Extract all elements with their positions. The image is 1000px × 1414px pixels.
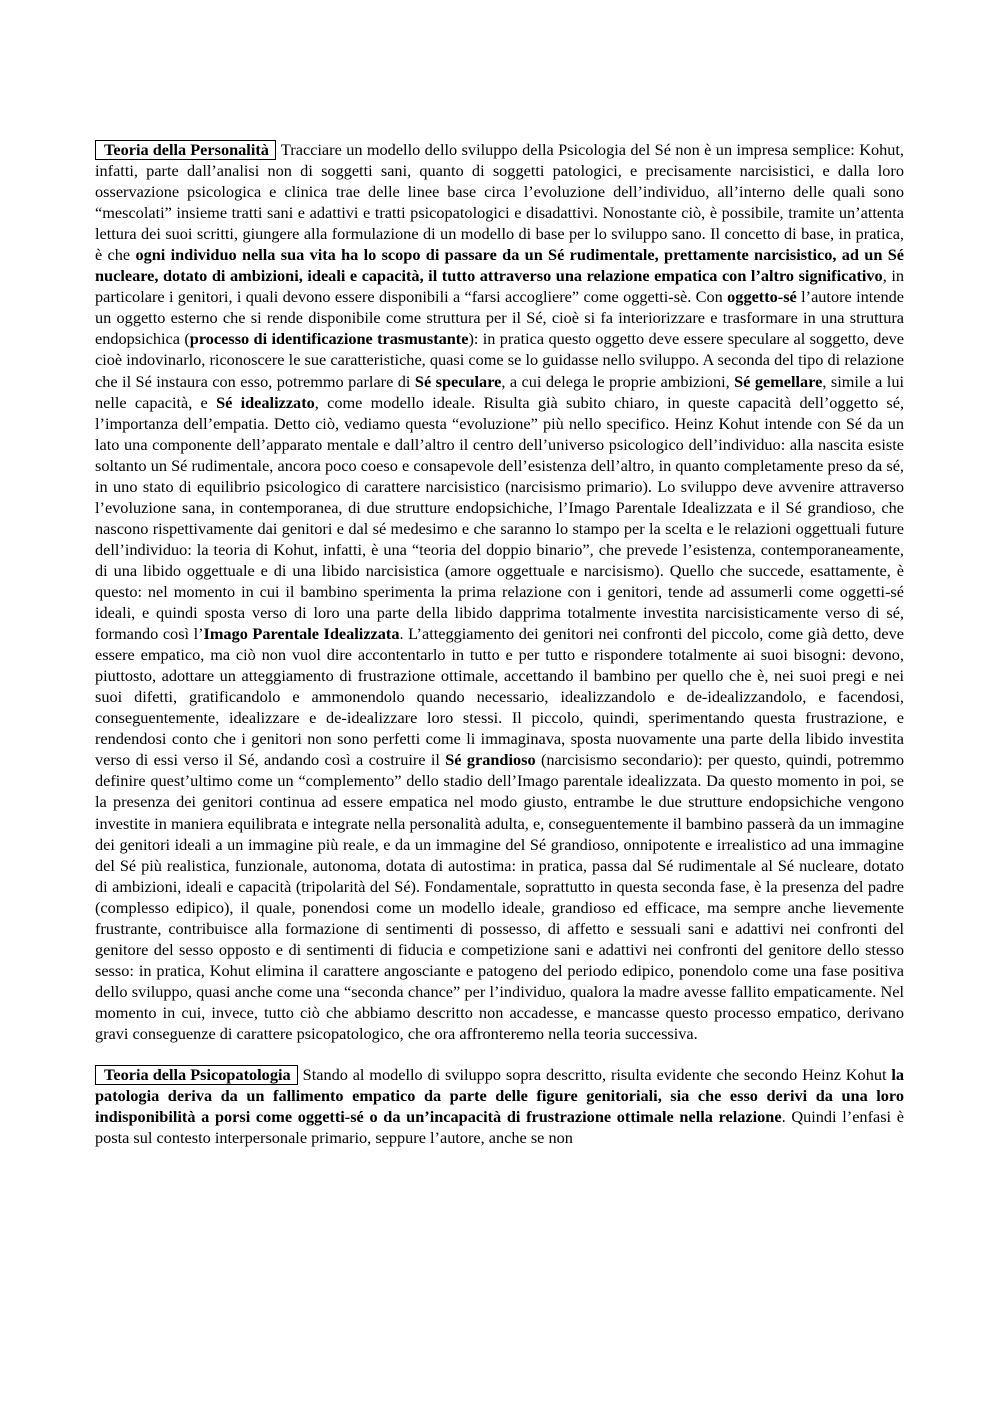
bold-text: la patologia deriva da un fallimento empatico da parte delle figure genitoriali, sia che esso derivi da una loro indisponibilità a porsi come oggetti-sé o da un’incapacità di frustrazione ottimale nella relazione [95,1065,904,1127]
bold-text: oggetto-sé [727,287,797,307]
body-text: . Quindi l’enfasi è posta sul contesto interpersonale primario, seppure l’autore, anche se non [95,1107,904,1148]
body-text: Tracciare un modello dello sviluppo della Psicologia del Sé non è un impresa semplice: Kohut, infatti, parte dall’analisi non di soggetti sani, quanto di soggetti patologici, e precisamente narcisistici, e dalla loro osservazione psicologica e clinica trae delle linee base circa l’evoluzione dell’individuo, all’interno delle quali sono “mescolati” insieme tratti sani e adattivi e tratti psicopatologici e disadattivi. Nonostante ciò, è possibile, tramite un’attenta lettura dei suoi scritti, giungere alla formulazione di un modello di base per lo sviluppo sano. Il concetto di base, in pratica, è che [95,140,904,265]
section-heading: Teoria della Personalità [95,140,276,160]
section-heading: Teoria della Psicopatologia [95,1065,298,1085]
body-text: , simile a lui nelle capacità, e [95,371,904,412]
bold-text: Sé idealizzato [216,392,315,412]
section-psicopatologia [95,1064,904,1148]
body-text: Stando al modello di sviluppo sopra descritto, risulta evidente che secondo Heinz Kohut [302,1065,892,1085]
bold-text: Sé speculare [414,371,502,391]
body-text: (narcisismo secondario): per questo, quindi, potremmo definire quest’ultimo come un “complemento” dello stadio dell’Imago parentale idealizzata. Da questo momento in poi, se la presenza dei genitori continua ad essere empatica nel modo giusto, entrambe le due strutture endopsichiche vengono investite in maniera equilibrata e integrate nella personalità adulta, e, conseguentemente il bambino passerà da un immagine dei genitori ideali a un immagine più reale, e da un immagine del Sé grandioso, onnipotente e irrealistico ad una immagine del Sé più realistica, funzionale, autonoma, dotata di autostima: in pratica, passa dal Sé rudimentale al Sé nucleare, dotato di ambizioni, ideali e capacità (tripolarità del Sé). Fondamentale, soprattutto in questa seconda fase, è la presenza del padre (complesso edipico), il quale, ponendosi come un modello ideale, grandioso ed efficace, ma sempre anche lievemente frustrante, contribuisce alla formazione di sentimenti di possesso, di affetto e sessuali sani e adattivi nei confronti del genitore del sesso opposto e di sentimenti di fiducia e competizione sani e adattivi nei confronti del genitore dello stesso sesso: in pratica, Kohut elimina il carattere angosciante e patogeno del periodo edipico, ponendolo come una fase positiva dello sviluppo, quasi anche come una “seconda chance” per l’individuo, qualora la madre avesse fallito empaticamente. Nel momento in cui, invece, tutto ciò che abbiamo descritto non accadesse, e mancasse questo processo empatico, derivano gravi conseguenze di carattere psicopatologico, che ora affronteremo nella teoria successiva. [95,750,904,1043]
body-text: l’autore intende un oggetto esterno che si rende disponibile come struttura per il Sé, cioè si fa interiorizzare e trasformare in una struttura endopsichica ( [95,287,905,349]
bold-text: Imago Parentale Idealizzata [203,624,400,644]
body-text: . L’atteggiamento dei genitori nei confronti del piccolo, come già detto, deve essere empatico, ma ciò non vuol dire accontentarlo in tutto e per tutto e rispondere totalmente ai suoi bisogni: devono, piuttosto, adottare un atteggiamento di frustrazione ottimale, accettando il bambino per quello che è, nei suoi pregi e nei suoi difetti, gratificandolo e ammonendolo quando necessario, idealizzandolo e de-idealizzandolo, e facendosi, conseguentemente, idealizzare e de-idealizzare loro stessi. Il piccolo, quindi, sperimentando questa frustrazione, e rendendosi conto che i genitori non sono perfetti come li immaginava, sposta nuovamente una parte della libido investita verso di essi verso il Sé, andando così a costruire il [95,624,904,770]
bold-text: processo di identificazione trasmustante [189,329,469,349]
document-page [95,139,904,1148]
body-text: , come modello ideale. Risulta già subito chiaro, in queste capacità dell’oggetto sé, l’importanza dell’empatia. Detto ciò, vediamo questa “evoluzione” più nello specifico. Heinz Kohut intende con Sé da un lato una componente dell’apparato mentale e dall’altro il centro dell’universo psicologico dell’individuo: alla nascita esiste soltanto un Sé rudimentale, ancora poco coeso e consapevole dell’esistenza dell’altro, in quanto completamente preso da sé, in uno stato di equilibrio psicologico di carattere narcisistico (narcisismo primario). Lo sviluppo deve avvenire attraverso l’evoluzione sana, in contemporanea, di due strutture endopsichiche, l’Imago Parentale Idealizzata e il Sé grandioso, che nascono rispettivamente dai genitori e dal sé medesimo e che saranno lo stampo per la scelta e le relazioni oggettuali future dell’individuo: la teoria di Kohut, infatti, è una “teoria del doppio binario”, che prevede l’esistenza, contemporaneamente, di una libido oggettuale e di una libido narcisistica (amore oggettuale e narcisismo). Quello che succede, esattamente, è questo: nel momento in cui il bambino sperimenta la prima relazione con i genitori, tende ad assumerli come oggetti-sé ideali, e quindi sposta verso di loro una parte della libido dapprima totalmente investita narcisisticamente verso di sé, formando così l’ [95,392,905,644]
bold-text: ogni individuo nella sua vita ha lo scopo di passare da un Sé rudimentale, prettamente narcisistico, ad un Sé nucleare, dotato di ambizioni, ideali e capacità, il tutto attraverso una relazione empatica con l’altro significativo [95,245,904,286]
body-text: , in particolare i genitori, i quali devono essere disponibili a “farsi accogliere” come oggetti-sè. Con [95,266,904,307]
body-text: , a cui delega le proprie ambizioni, [501,371,735,391]
body-text: ): in pratica questo oggetto deve essere speculare al soggetto, deve cioè indovinarlo, riconoscere le sue caratteristiche, quasi come se lo guidasse nello sviluppo. A seconda del tipo di relazione che il Sé instaura con esso, potremmo parlare di [95,329,904,391]
bold-text: Sé grandioso [445,750,536,770]
section-personalita [95,139,904,1044]
bold-text: Sé gemellare [734,371,823,391]
